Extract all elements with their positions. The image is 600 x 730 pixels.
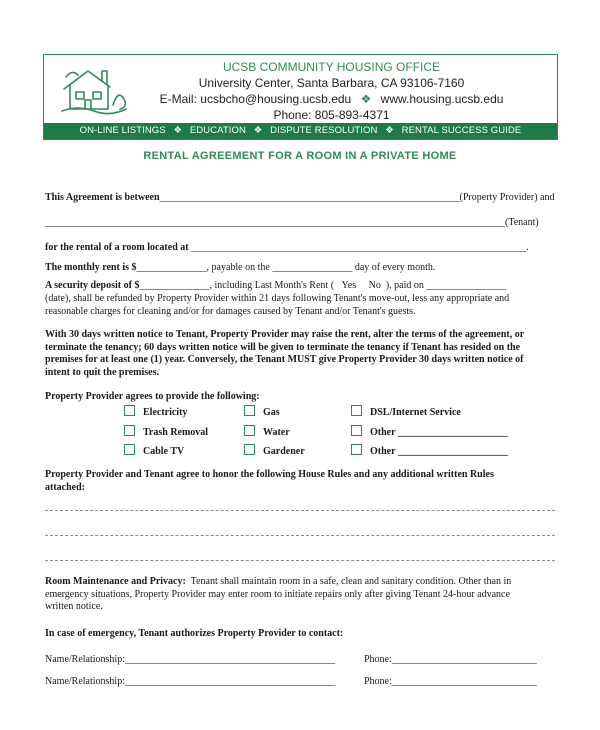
checkbox-icon[interactable] <box>124 405 135 416</box>
rent-amount-field[interactable]: ______________ <box>136 262 207 273</box>
separator-diamond-icon: ❖ <box>385 125 394 136</box>
house-rules-field[interactable] <box>45 535 555 536</box>
utility-other-2[interactable] <box>351 444 508 458</box>
phone-field[interactable]: _____________________________ <box>391 654 537 665</box>
utility-label: Water <box>263 427 290 438</box>
property-provider-label: (Property Provider) and <box>459 192 555 203</box>
deposit-including-label: , including Last Month's Rent ( <box>209 280 335 291</box>
deposit-no-option[interactable]: No <box>368 280 381 291</box>
letterhead-text <box>44 59 559 123</box>
maintenance-text: Tenant shall maintain room in a safe, clean and sanitary condition. Other than in <box>190 576 512 587</box>
phone-label: Phone: <box>364 654 392 665</box>
utility-label: DSL/Internet Service <box>370 407 461 418</box>
office-address: University Center, Santa Barbara, CA 93106-7160 <box>198 76 465 90</box>
maintenance-line: written notice. <box>45 601 103 613</box>
email-label: E-Mail: <box>159 92 197 106</box>
checkbox-icon[interactable] <box>351 444 362 455</box>
pay-day-field[interactable]: ________________ <box>272 262 353 273</box>
nav-rental-success-guide[interactable]: RENTAL SUCCESS GUIDE <box>401 125 522 136</box>
separator-diamond-icon: ❖ <box>173 125 183 136</box>
paid-on-label: ), paid on <box>385 280 424 291</box>
checkbox-icon[interactable] <box>244 405 255 416</box>
website-link[interactable]: www.housing.ucsb.edu <box>380 92 504 106</box>
checkbox-icon[interactable] <box>124 444 135 455</box>
email-link[interactable]: ucsbcho@housing.ucsb.edu <box>200 92 352 106</box>
notice-paragraph <box>45 329 565 379</box>
utility-label: Other ______________________ <box>370 446 508 457</box>
notice-line: intent to quit the premises. <box>45 366 159 378</box>
maintenance-line: emergency situations, Property Provider may enter room to initiate repairs only after giving Tenant 24-hour advance <box>45 588 510 600</box>
name-relationship-label: Name/Relationship: <box>45 654 125 665</box>
period: . <box>526 242 529 253</box>
utility-gas[interactable] <box>244 405 280 419</box>
utility-gardener[interactable] <box>244 444 305 458</box>
phone-label: Phone: <box>364 676 392 687</box>
pay-day-tail: day of every month. <box>354 262 436 273</box>
maintenance-paragraph <box>45 576 565 614</box>
maintenance-label: Room Maintenance and Privacy: <box>45 576 186 587</box>
maintenance-line <box>45 576 565 589</box>
rent-label: The monthly rent is $ <box>45 262 137 273</box>
notice-line: premises for at least one (1) year. Conversely, the Tenant MUST give Property Provider 30 days written notice of <box>45 354 524 366</box>
utility-electricity[interactable] <box>124 405 187 419</box>
utility-water[interactable] <box>244 425 290 439</box>
office-contact-line <box>104 91 559 107</box>
agreement-label: This Agreement is between <box>45 192 160 203</box>
utility-label: Electricity <box>143 407 188 418</box>
checkbox-icon[interactable] <box>351 405 362 416</box>
utility-label: Trash Removal <box>143 427 209 438</box>
checkbox-icon[interactable] <box>244 444 255 455</box>
deposit-label: A security deposit of $ <box>45 280 140 291</box>
emergency-contact-row <box>45 653 335 666</box>
tenant-field[interactable]: ____________________________________________________________________________________________ <box>45 217 505 228</box>
document-title: RENTAL AGREEMENT FOR A ROOM IN A PRIVATE HOME <box>143 150 457 162</box>
emergency-phone-row <box>364 653 537 666</box>
agreement-between-line <box>45 191 555 204</box>
tenant-label: (Tenant) <box>505 217 539 228</box>
checkbox-icon[interactable] <box>124 425 135 436</box>
utility-label: Gardener <box>263 446 305 457</box>
deposit-date-field[interactable]: ________________ <box>426 280 507 291</box>
nav-dispute-resolution[interactable]: DISPUTE RESOLUTION <box>270 125 378 136</box>
utility-other-1[interactable] <box>351 425 508 439</box>
utility-label: Gas <box>263 407 280 418</box>
utility-trash[interactable] <box>124 425 208 439</box>
checkbox-icon[interactable] <box>351 425 362 436</box>
checkbox-icon[interactable] <box>244 425 255 436</box>
office-name: UCSB COMMUNITY HOUSING OFFICE <box>222 60 441 74</box>
name-relationship-label: Name/Relationship: <box>45 676 125 687</box>
separator-diamond-icon: ❖ <box>253 125 263 136</box>
location-label: for the rental of a room located at <box>45 242 189 253</box>
payable-label: , payable on the <box>206 262 270 273</box>
emergency-contact-row <box>45 675 335 688</box>
name-relationship-field[interactable]: __________________________________________ <box>125 676 335 687</box>
office-phone: Phone: 805-893-4371 <box>273 108 390 122</box>
rules-line: Property Provider and Tenant agree to honor the following House Rules and any additional written Rules <box>45 469 494 480</box>
deposit-refund-text: (date), shall be refunded by Property Provider within 21 days following Tenant's move-out, less any appropriate and <box>45 293 510 304</box>
rental-location-line <box>45 241 529 254</box>
property-provider-field[interactable]: ____________________________________________________________ <box>159 192 460 203</box>
utility-label: Other ______________________ <box>370 427 508 438</box>
security-deposit-line <box>45 279 506 292</box>
letterhead <box>43 54 558 140</box>
phone-field[interactable]: _____________________________ <box>391 676 537 687</box>
tenant-line <box>45 216 539 229</box>
house-rules-field[interactable] <box>45 560 555 561</box>
name-relationship-field[interactable]: __________________________________________ <box>125 654 335 665</box>
letterhead-nav-bar <box>44 123 557 139</box>
provide-label: Property Provider agrees to provide the following: <box>45 391 260 402</box>
notice-line: terminate the tenancy; 60 days written notice will be given to terminate the tenancy if Tenant has resided on the <box>45 341 521 353</box>
emergency-label: In case of emergency, Tenant authorizes Property Provider to contact: <box>45 628 344 639</box>
deposit-amount-field[interactable]: ______________ <box>139 280 210 291</box>
house-rules-paragraph <box>45 469 565 494</box>
nav-online-listings[interactable]: ON-LINE LISTINGS <box>79 125 166 136</box>
nav-education[interactable]: EDUCATION <box>189 125 246 136</box>
utility-dsl[interactable] <box>351 405 461 419</box>
deposit-charges-text: reasonable charges for cleaning and/or for damages caused by Tenant and/or Tenant's guests. <box>45 306 416 317</box>
monthly-rent-line <box>45 261 435 274</box>
emergency-phone-row <box>364 675 537 688</box>
utility-label: Cable TV <box>143 446 185 457</box>
separator-diamond-icon: ❖ <box>360 92 372 106</box>
deposit-yes-option[interactable]: Yes <box>341 280 357 291</box>
rules-line: attached: <box>45 481 85 493</box>
location-field[interactable]: ___________________________________________________________________ <box>191 242 527 253</box>
utility-cable[interactable] <box>124 444 184 458</box>
notice-line: With 30 days written notice to Tenant, Property Provider may raise the rent, alter the terms of the agreement, or <box>45 329 525 340</box>
house-rules-field[interactable] <box>45 510 555 511</box>
